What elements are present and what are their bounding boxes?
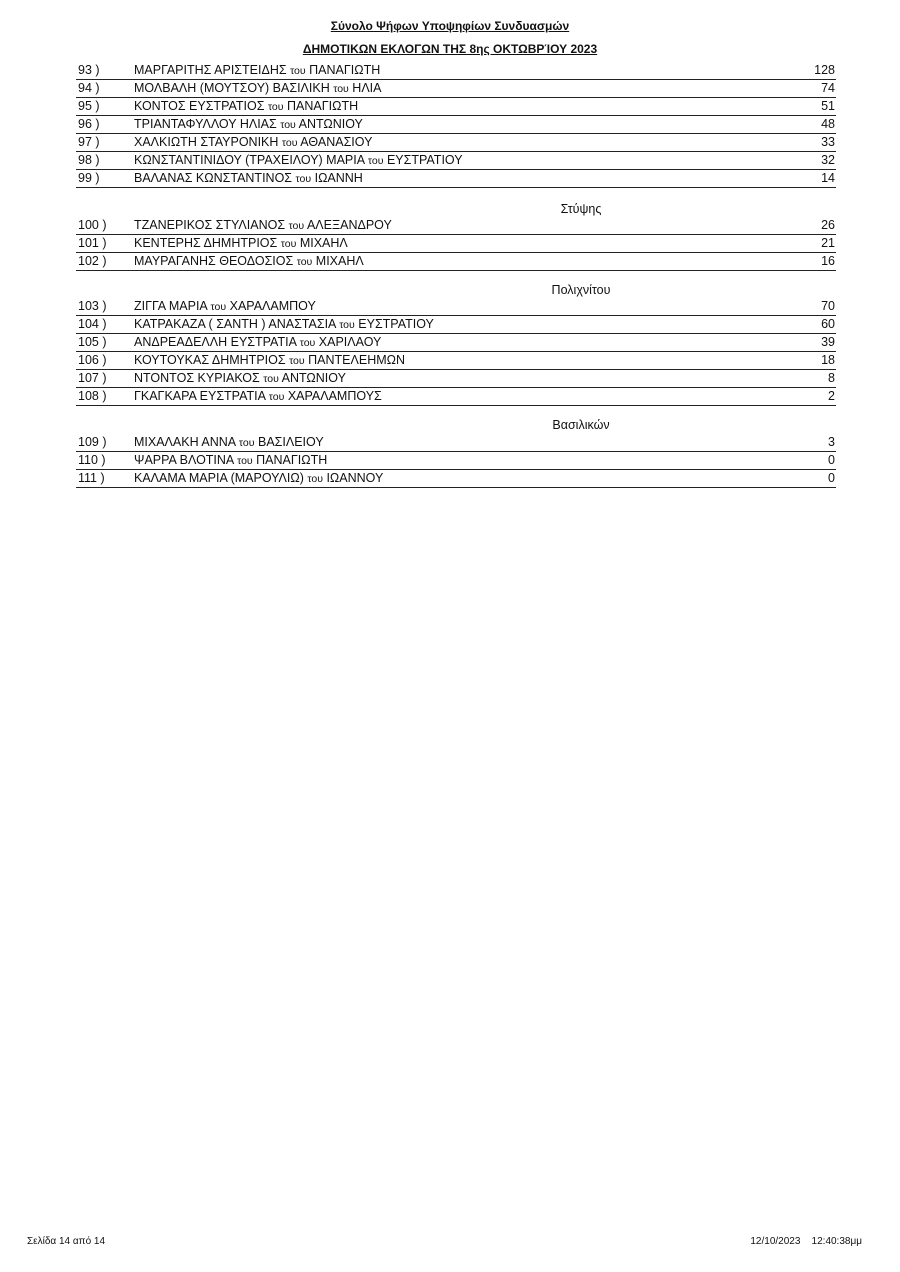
candidate-list-group-0 — [76, 62, 836, 188]
row-index: 96 ) — [78, 117, 100, 131]
table-row — [76, 235, 836, 253]
candidate-name: ΒΑΛΑΝΑΣ ΚΩΝΣΤΑΝΤΙΝΟΣ του ΙΩΑΝΝΗ — [134, 171, 363, 185]
candidate-name: ΤΡΙΑΝΤΑΦΥΛΛΟΥ ΗΛΙΑΣ του ΑΝΤΩΝΙΟΥ — [134, 117, 363, 131]
candidate-list-group-1 — [76, 217, 836, 271]
vote-count: 0 — [828, 453, 835, 467]
row-index: 110 ) — [78, 453, 106, 467]
candidate-name: ΚΟΥΤΟΥΚΑΣ ΔΗΜΗΤΡΙΟΣ του ΠΑΝΤΕΛΕΗΜΩΝ — [134, 353, 406, 367]
row-index: 108 ) — [78, 389, 107, 403]
candidate-name: ΚΕΝΤΕΡΗΣ ΔΗΜΗΤΡΙΟΣ του ΜΙΧΑΗΛ — [134, 236, 348, 250]
row-index: 100 ) — [78, 218, 107, 232]
row-index: 94 ) — [78, 81, 100, 95]
candidate-name: ΜΟΛΒΑΛΗ (ΜΟΥΤΣΟΥ) ΒΑΣΙΛΙΚΗ του ΗΛΙΑ — [134, 81, 382, 95]
candidate-name: ΜΑΡΓΑΡΙΤΗΣ ΑΡΙΣΤΕΙΔΗΣ του ΠΑΝΑΓΙΩΤΗ — [134, 63, 381, 77]
candidate-name: ΑΝΔΡΕΑΔΕΛΛΗ ΕΥΣΤΡΑΤΙΑ του ΧΑΡΙΛΑΟΥ — [134, 335, 382, 349]
candidate-name: ΚΑΤΡΑΚΑΖΑ ( ΣΑΝΤΗ ) ΑΝΑΣΤΑΣΙΑ του ΕΥΣΤΡΑΤΙΟΥ — [134, 317, 434, 331]
vote-count: 0 — [828, 471, 835, 485]
vote-count: 74 — [821, 81, 835, 95]
candidate-name: ΚΩΝΣΤΑΝΤΙΝΙΔΟΥ (ΤΡΑΧΕΙΛΟΥ) ΜΑΡΙΑ του ΕΥΣΤΡΑΤΙΟΥ — [134, 153, 463, 167]
table-row — [76, 98, 836, 116]
table-row — [76, 434, 836, 452]
vote-count: 3 — [828, 435, 835, 449]
row-index: 102 ) — [78, 254, 107, 268]
vote-count: 60 — [821, 317, 835, 331]
table-row — [76, 62, 836, 80]
vote-count: 70 — [821, 299, 835, 313]
table-row — [76, 217, 836, 235]
table-row — [76, 452, 836, 470]
document-subtitle: ΔΗΜΟΤΙΚΩΝ ΕΚΛΟΓΩΝ ΤΗΣ 8ης ΟΚΤΩΒΡΊΟΥ 2023 — [302, 42, 598, 56]
table-row — [76, 388, 836, 406]
vote-count: 2 — [828, 389, 835, 403]
row-index: 97 ) — [78, 135, 100, 149]
table-row — [76, 298, 836, 316]
row-index: 105 ) — [78, 335, 107, 349]
candidate-name: ΜΑΥΡΑΓΑΝΗΣ ΘΕΟΔΟΣΙΟΣ του ΜΙΧΑΗΛ — [134, 254, 364, 268]
row-index: 95 ) — [78, 99, 100, 113]
vote-count: 21 — [821, 236, 835, 250]
municipality-heading: Στύψης — [560, 202, 602, 216]
row-index: 98 ) — [78, 153, 100, 167]
row-index: 111 ) — [78, 471, 105, 485]
candidate-list-group-3 — [76, 434, 836, 488]
candidate-name: ΝΤΟΝΤΟΣ ΚΥΡΙΑΚΟΣ του ΑΝΤΩΝΙΟΥ — [134, 371, 346, 385]
vote-count: 39 — [821, 335, 835, 349]
candidate-name: ΚΟΝΤΟΣ ΕΥΣΤΡΑΤΙΟΣ του ΠΑΝΑΓΙΩΤΗ — [134, 99, 359, 113]
document-title: Σύνολο Ψήφων Υποψηφίων Συνδυασμών — [330, 19, 570, 33]
row-index: 101 ) — [78, 236, 107, 250]
row-index: 104 ) — [78, 317, 107, 331]
table-row — [76, 253, 836, 271]
vote-count: 128 — [814, 63, 835, 77]
municipality-heading: Πολιχνίτου — [551, 283, 611, 297]
vote-count: 8 — [828, 371, 835, 385]
table-row — [76, 134, 836, 152]
vote-count: 48 — [821, 117, 835, 131]
row-index: 99 ) — [78, 171, 100, 185]
table-row — [76, 352, 836, 370]
table-row — [76, 116, 836, 134]
row-index: 106 ) — [78, 353, 107, 367]
vote-count: 51 — [821, 99, 835, 113]
municipality-heading: Βασιλικών — [552, 418, 610, 432]
candidate-name: ΤΖΑΝΕΡΙΚΟΣ ΣΤΥΛΙΑΝΟΣ του ΑΛΕΞΑΝΔΡΟΥ — [134, 218, 392, 232]
table-row — [76, 370, 836, 388]
candidate-name: ΓΚΑΓΚΑΡΑ ΕΥΣΤΡΑΤΙΑ του ΧΑΡΑΛΑΜΠΟΥΣ — [134, 389, 382, 403]
vote-count: 32 — [821, 153, 835, 167]
page-number: Σελίδα 14 από 14 — [27, 1236, 106, 1247]
row-index: 109 ) — [78, 435, 107, 449]
row-index: 103 ) — [78, 299, 107, 313]
candidate-list-group-2 — [76, 298, 836, 406]
table-row — [76, 80, 836, 98]
row-index: 107 ) — [78, 371, 107, 385]
table-row — [76, 334, 836, 352]
candidate-name: ΚΑΛΑΜΑ ΜΑΡΙΑ (ΜΑΡΟΥΛΙΩ) του ΙΩΑΝΝΟΥ — [134, 471, 384, 485]
candidate-name: ΖΙΓΓΑ ΜΑΡΙΑ του ΧΑΡΑΛΑΜΠΟΥ — [134, 299, 316, 313]
print-datetime: 12/10/2023 12:40:38μμ — [750, 1236, 862, 1247]
vote-count: 14 — [821, 171, 835, 185]
candidate-name: ΜΙΧΑΛΑΚΗ ΑΝΝΑ του ΒΑΣΙΛΕΙΟΥ — [134, 435, 324, 449]
table-row — [76, 152, 836, 170]
candidate-name: ΧΑΛΚΙΩΤΗ ΣΤΑΥΡΟΝΙΚΗ του ΑΘΑΝΑΣΙΟΥ — [134, 135, 373, 149]
table-row — [76, 316, 836, 334]
row-index: 93 ) — [78, 63, 100, 77]
table-row — [76, 470, 836, 488]
vote-count: 33 — [821, 135, 835, 149]
table-row — [76, 170, 836, 188]
candidate-name: ΨΑΡΡΑ ΒΛΟΤΙΝΑ του ΠΑΝΑΓΙΩΤΗ — [134, 453, 328, 467]
vote-count: 18 — [821, 353, 835, 367]
vote-count: 16 — [821, 254, 835, 268]
vote-count: 26 — [821, 218, 835, 232]
